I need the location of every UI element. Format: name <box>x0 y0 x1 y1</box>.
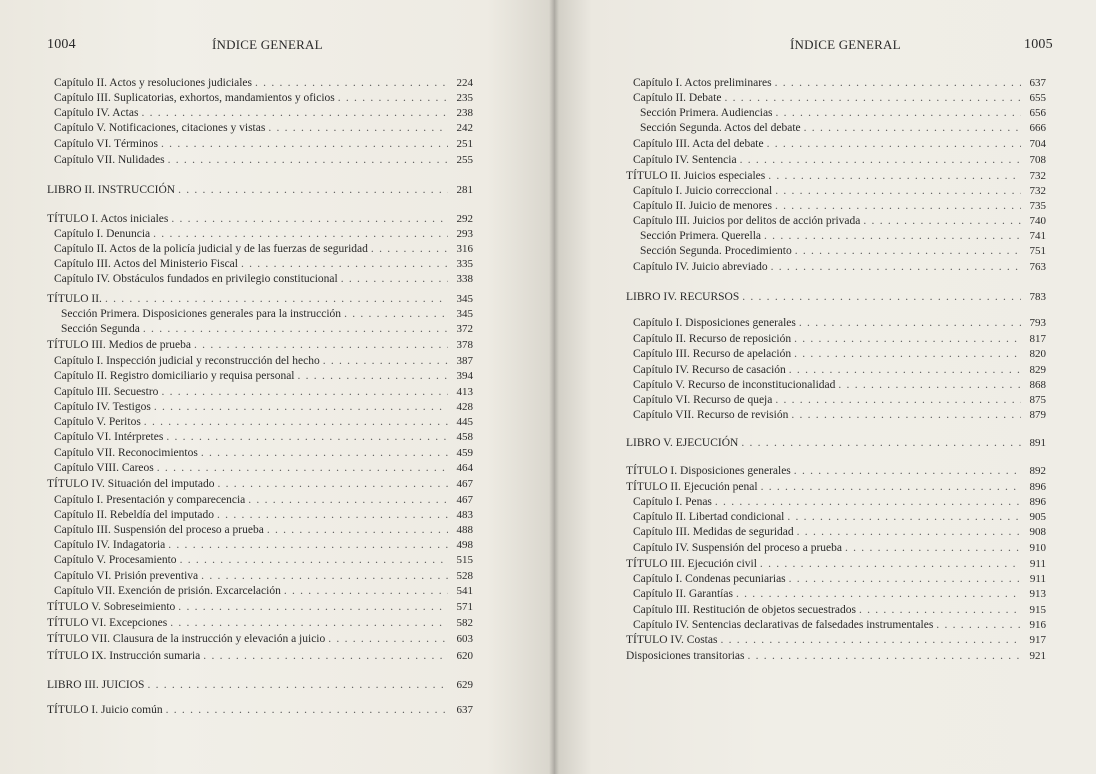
toc-entry-page: 896 <box>1029 496 1046 508</box>
toc-entry <box>633 587 1046 601</box>
toc-entry-label: LIBRO II. INSTRUCCIÓN <box>47 184 176 196</box>
dot-leader <box>154 400 448 414</box>
toc-entry-page: 896 <box>1029 481 1046 493</box>
toc-entry-label: TÍTULO III. Medios de prueba <box>47 339 192 351</box>
toc-entry <box>626 290 1046 304</box>
dot-leader <box>166 430 448 444</box>
toc-entry-page: 751 <box>1029 245 1046 257</box>
toc-entry-page: 345 <box>456 293 473 305</box>
toc-entry <box>633 260 1046 274</box>
toc-entry-page: 428 <box>456 401 473 413</box>
dot-leader <box>161 385 448 399</box>
running-header-left: ÍNDICE GENERAL <box>212 37 323 52</box>
toc-entry <box>47 649 473 663</box>
dot-leader <box>255 76 448 90</box>
toc-entry-label: Capítulo III. Recurso de apelación <box>633 348 792 360</box>
toc-entry <box>626 169 1046 183</box>
toc-entry-label: Capítulo VII. Recurso de revisión <box>633 409 789 421</box>
toc-entry-label: Capítulo III. Actos del Ministerio Fiscal <box>54 258 238 270</box>
toc-entry-page: 515 <box>456 554 473 566</box>
dot-leader <box>166 703 448 717</box>
toc-entry-page: 582 <box>456 617 473 629</box>
book-gutter <box>549 0 559 774</box>
toc-list-right <box>554 0 1096 774</box>
toc-entry-label: LIBRO V. EJECUCIÓN <box>626 437 739 449</box>
toc-entry-page: 571 <box>456 601 473 613</box>
toc-entry <box>54 446 473 460</box>
toc-entry-label: Capítulo VI. Intérpretes <box>54 431 164 443</box>
dot-leader <box>344 307 448 321</box>
toc-entry-page: 916 <box>1029 619 1046 631</box>
toc-entry-page: 879 <box>1029 409 1046 421</box>
toc-entry-page: 868 <box>1029 379 1046 391</box>
toc-entry <box>633 316 1046 330</box>
toc-entry-label: Sección Primera. Querella <box>640 230 762 242</box>
toc-entry <box>54 272 473 286</box>
toc-entry-page: 708 <box>1029 154 1046 166</box>
dot-leader <box>147 678 448 692</box>
toc-entry-label: TÍTULO I. Actos iniciales <box>47 213 169 225</box>
dot-leader <box>180 553 448 567</box>
dot-leader <box>794 464 1021 478</box>
toc-entry-page: 293 <box>456 228 473 240</box>
toc-entry-label: Capítulo IV. Juicio abreviado <box>633 261 768 273</box>
toc-entry <box>633 153 1046 167</box>
dot-leader <box>775 199 1021 213</box>
toc-entry-label: Capítulo V. Notificaciones, citaciones y vistas <box>54 122 266 134</box>
dot-leader <box>168 153 448 167</box>
toc-entry <box>47 600 473 614</box>
toc-entry <box>54 400 473 414</box>
toc-entry <box>640 229 1046 243</box>
toc-entry-label: LIBRO III. JUICIOS <box>47 679 145 691</box>
toc-entry-page: 637 <box>1029 77 1046 89</box>
toc-entry <box>633 393 1046 407</box>
toc-entry-page: 541 <box>456 585 473 597</box>
toc-entry <box>54 584 473 598</box>
dot-leader <box>748 649 1022 663</box>
dot-leader <box>298 369 449 383</box>
toc-entry <box>47 616 473 630</box>
toc-entry-label: TÍTULO IV. Situación del imputado <box>47 478 215 490</box>
toc-entry-label: TÍTULO I. Disposiciones generales <box>626 465 791 477</box>
toc-entry-label: Disposiciones transitorias <box>626 650 745 662</box>
toc-entry <box>47 703 473 717</box>
toc-entry-label: Capítulo III. Juicios por delitos de acción privada <box>633 215 861 227</box>
dot-leader <box>767 137 1021 151</box>
page-number-right: 1005 <box>1024 37 1053 52</box>
dot-leader <box>201 446 448 460</box>
dot-leader <box>775 76 1021 90</box>
dot-leader <box>241 257 448 271</box>
toc-entry <box>626 649 1046 663</box>
toc-entry <box>626 436 1046 450</box>
dot-leader <box>323 354 448 368</box>
toc-entry <box>633 214 1046 228</box>
dot-leader <box>371 242 448 256</box>
toc-entry-page: 620 <box>456 650 473 662</box>
toc-entry-label: Capítulo III. Suplicatorias, exhortos, mandamientos y oficios <box>54 92 335 104</box>
toc-entry <box>54 385 473 399</box>
toc-entry <box>54 257 473 271</box>
dot-leader <box>194 338 448 352</box>
dot-leader <box>771 260 1021 274</box>
toc-entry-page: 255 <box>456 154 473 166</box>
toc-entry <box>633 408 1046 422</box>
toc-entry-label: Capítulo VII. Nulidades <box>54 154 165 166</box>
toc-entry-page: 911 <box>1029 573 1046 585</box>
toc-entry-page: 741 <box>1029 230 1046 242</box>
toc-entry-page: 458 <box>456 431 473 443</box>
toc-entry-page: 735 <box>1029 200 1046 212</box>
toc-entry-label: Capítulo I. Actos preliminares <box>633 77 772 89</box>
dot-leader <box>203 649 448 663</box>
toc-entry-label: Capítulo I. Presentación y comparecencia <box>54 494 246 506</box>
toc-entry-page: 378 <box>456 339 473 351</box>
toc-entry-label: Capítulo I. Denuncia <box>54 228 151 240</box>
toc-entry-label: Capítulo III. Secuestro <box>54 386 159 398</box>
toc-entry-label: Sección Segunda. Procedimiento <box>640 245 792 257</box>
toc-entry-label: TÍTULO II. Ejecución penal <box>626 481 758 493</box>
toc-entry <box>54 153 473 167</box>
toc-entry-label: TÍTULO II. Juicios especiales <box>626 170 766 182</box>
toc-entry-label: TÍTULO V. Sobreseimiento <box>47 601 176 613</box>
toc-entry-page: 281 <box>456 184 473 196</box>
toc-entry-label: Capítulo V. Procesamiento <box>54 554 177 566</box>
toc-entry <box>633 541 1046 555</box>
toc-entry-page: 483 <box>456 509 473 521</box>
toc-entry-page: 905 <box>1029 511 1046 523</box>
toc-entry <box>47 678 473 692</box>
toc-entry <box>54 242 473 256</box>
toc-entry <box>626 633 1046 647</box>
dot-leader <box>760 557 1021 571</box>
toc-entry <box>54 76 473 90</box>
toc-entry <box>633 363 1046 377</box>
toc-entry <box>61 307 473 321</box>
toc-entry <box>640 121 1046 135</box>
dot-leader <box>171 212 448 226</box>
toc-entry-page: 292 <box>456 213 473 225</box>
toc-entry-page: 783 <box>1029 291 1046 303</box>
toc-entry-page: 467 <box>456 494 473 506</box>
toc-entry <box>633 510 1046 524</box>
toc-entry <box>54 227 473 241</box>
dot-leader <box>143 322 448 336</box>
toc-entry-label: Sección Segunda. Actos del debate <box>640 122 801 134</box>
toc-entry <box>54 538 473 552</box>
toc-entry-page: 413 <box>456 386 473 398</box>
dot-leader <box>141 106 448 120</box>
toc-entry <box>640 106 1046 120</box>
toc-entry-page: 915 <box>1029 604 1046 616</box>
toc-entry-page: 891 <box>1029 437 1046 449</box>
dot-leader <box>764 229 1021 243</box>
toc-entry-label: Capítulo II. Libertad condicional <box>633 511 785 523</box>
dot-leader <box>724 91 1021 105</box>
dot-leader <box>804 121 1021 135</box>
dot-leader <box>201 569 448 583</box>
dot-leader <box>742 290 1021 304</box>
toc-entry <box>626 464 1046 478</box>
toc-entry <box>47 212 473 226</box>
toc-entry-label: Sección Segunda <box>61 323 140 335</box>
dot-leader <box>789 363 1021 377</box>
toc-entry-page: 445 <box>456 416 473 428</box>
toc-entry-page: 913 <box>1029 588 1046 600</box>
toc-entry-label: TÍTULO IV. Costas <box>626 634 718 646</box>
toc-entry-label: Capítulo II. Juicio de menores <box>633 200 772 212</box>
toc-entry-page: 910 <box>1029 542 1046 554</box>
toc-entry-label: Capítulo II. Registro domiciliario y requisa personal <box>54 370 295 382</box>
toc-entry-page: 528 <box>456 570 473 582</box>
dot-leader <box>178 600 448 614</box>
toc-entry <box>54 354 473 368</box>
dot-leader <box>863 214 1021 228</box>
dot-leader <box>776 106 1021 120</box>
dot-leader <box>341 272 448 286</box>
toc-entry-label: Capítulo II. Garantías <box>633 588 733 600</box>
toc-entry-page: 704 <box>1029 138 1046 150</box>
toc-entry <box>54 106 473 120</box>
toc-entry-label: Capítulo II. Actos y resoluciones judiciales <box>54 77 253 89</box>
dot-leader <box>768 169 1021 183</box>
toc-entry-page: 603 <box>456 633 473 645</box>
toc-entry-label: Capítulo II. Rebeldía del imputado <box>54 509 215 521</box>
dot-leader <box>267 523 448 537</box>
dot-leader <box>845 541 1021 555</box>
dot-leader <box>248 493 448 507</box>
toc-entry <box>47 632 473 646</box>
dot-leader <box>715 495 1021 509</box>
dot-leader <box>170 616 448 630</box>
dot-leader <box>859 603 1021 617</box>
dot-leader <box>157 461 448 475</box>
toc-entry-page: 464 <box>456 462 473 474</box>
dot-leader <box>217 477 448 491</box>
toc-entry <box>633 378 1046 392</box>
dot-leader <box>791 408 1021 422</box>
toc-entry <box>633 618 1046 632</box>
dot-leader <box>795 244 1021 258</box>
toc-entry-label: Capítulo IV. Sentencia <box>633 154 737 166</box>
toc-entry <box>54 369 473 383</box>
toc-entry-page: 498 <box>456 539 473 551</box>
toc-entry-page: 394 <box>456 370 473 382</box>
toc-entry-page: 467 <box>456 478 473 490</box>
toc-entry-page: 817 <box>1029 333 1046 345</box>
toc-entry <box>633 332 1046 346</box>
toc-entry-page: 242 <box>456 122 473 134</box>
toc-entry-label: Capítulo VII. Reconocimientos <box>54 447 198 459</box>
running-header-right: ÍNDICE GENERAL <box>790 37 901 52</box>
toc-entry-label: Capítulo VI. Términos <box>54 138 159 150</box>
toc-entry-label: Capítulo III. Acta del debate <box>633 138 764 150</box>
toc-entry <box>54 415 473 429</box>
toc-entry-label: Capítulo VI. Prisión preventiva <box>54 570 199 582</box>
toc-entry <box>54 121 473 135</box>
toc-entry-label: TÍTULO VI. Excepciones <box>47 617 168 629</box>
dot-leader <box>787 510 1021 524</box>
dot-leader <box>794 347 1021 361</box>
dot-leader <box>284 584 448 598</box>
toc-entry-page: 875 <box>1029 394 1046 406</box>
toc-entry <box>54 461 473 475</box>
toc-entry <box>54 569 473 583</box>
toc-entry <box>54 493 473 507</box>
dot-leader <box>797 525 1021 539</box>
dot-leader <box>144 415 448 429</box>
toc-entry <box>61 322 473 336</box>
right-page <box>554 0 1096 774</box>
toc-entry-page: 820 <box>1029 348 1046 360</box>
toc-entry-page: 732 <box>1029 170 1046 182</box>
toc-entry-label: Capítulo IV. Actas <box>54 107 139 119</box>
toc-entry <box>54 137 473 151</box>
toc-entry-page: 316 <box>456 243 473 255</box>
toc-entry-label: Sección Primera. Audiencias <box>640 107 773 119</box>
dot-leader <box>775 393 1021 407</box>
toc-entry-label: Capítulo VI. Recurso de queja <box>633 394 773 406</box>
toc-entry <box>633 603 1046 617</box>
toc-entry-label: TÍTULO IX. Instrucción sumaria <box>47 650 201 662</box>
toc-entry <box>633 347 1046 361</box>
toc-entry-label: Capítulo V. Recurso de inconstitucionalidad <box>633 379 836 391</box>
dot-leader <box>338 91 448 105</box>
toc-entry-page: 637 <box>456 704 473 716</box>
toc-entry-label: TÍTULO I. Juicio común <box>47 704 163 716</box>
dot-leader <box>153 227 448 241</box>
toc-entry-page: 732 <box>1029 185 1046 197</box>
toc-entry-label: Capítulo I. Penas <box>633 496 712 508</box>
dot-leader <box>761 480 1021 494</box>
toc-entry-label: Capítulo IV. Sentencias declarativas de falsedades instrumentales <box>633 619 934 631</box>
toc-entry-label: TÍTULO III. Ejecución civil <box>626 558 757 570</box>
toc-entry-page: 345 <box>456 308 473 320</box>
toc-entry-label: Capítulo VII. Exención de prisión. Excarcelación <box>54 585 281 597</box>
toc-entry <box>633 184 1046 198</box>
toc-entry-label: Capítulo I. Disposiciones generales <box>633 317 796 329</box>
toc-entry-label: Capítulo I. Inspección judicial y reconstrucción del hecho <box>54 355 320 367</box>
toc-entry-label: Capítulo VIII. Careos <box>54 462 154 474</box>
toc-entry <box>47 477 473 491</box>
toc-entry-label: Capítulo IV. Recurso de casación <box>633 364 786 376</box>
toc-entry-page: 911 <box>1029 558 1046 570</box>
toc-entry <box>633 572 1046 586</box>
toc-entry-page: 224 <box>456 77 473 89</box>
toc-entry-label: TÍTULO VII. Clausura de la instrucción y elevación a juicio <box>47 633 326 645</box>
toc-entry-label: Capítulo I. Juicio correccional <box>633 185 773 197</box>
toc-entry <box>633 91 1046 105</box>
toc-entry-page: 740 <box>1029 215 1046 227</box>
toc-entry <box>626 480 1046 494</box>
toc-entry-label: Capítulo III. Suspensión del proceso a prueba <box>54 524 264 536</box>
toc-entry-label: Capítulo IV. Suspensión del proceso a prueba <box>633 542 842 554</box>
dot-leader <box>268 121 448 135</box>
toc-entry-page: 763 <box>1029 261 1046 273</box>
dot-leader <box>328 632 448 646</box>
toc-entry-page: 251 <box>456 138 473 150</box>
toc-entry-page: 656 <box>1029 107 1046 119</box>
toc-entry-label: TÍTULO II. <box>47 293 102 305</box>
dot-leader <box>105 292 448 306</box>
toc-entry <box>47 183 473 197</box>
toc-entry <box>54 430 473 444</box>
dot-leader <box>838 378 1021 392</box>
toc-entry-page: 892 <box>1029 465 1046 477</box>
toc-entry-label: Capítulo III. Medidas de seguridad <box>633 526 794 538</box>
toc-entry-page: 335 <box>456 258 473 270</box>
toc-entry-page: 908 <box>1029 526 1046 538</box>
toc-entry-page: 372 <box>456 323 473 335</box>
toc-entry <box>47 292 473 306</box>
toc-entry-page: 235 <box>456 92 473 104</box>
toc-entry <box>54 523 473 537</box>
toc-entry-page: 488 <box>456 524 473 536</box>
dot-leader <box>741 436 1021 450</box>
dot-leader <box>720 633 1021 647</box>
toc-entry-label: Capítulo IV. Obstáculos fundados en privilegio constitucional <box>54 273 338 285</box>
dot-leader <box>799 316 1021 330</box>
page-number-left: 1004 <box>47 37 76 52</box>
toc-entry <box>626 557 1046 571</box>
toc-entry-page: 921 <box>1029 650 1046 662</box>
toc-entry-page: 629 <box>456 679 473 691</box>
toc-entry-page: 917 <box>1029 634 1046 646</box>
toc-entry-label: LIBRO IV. RECURSOS <box>626 291 740 303</box>
dot-leader <box>794 332 1021 346</box>
toc-entry-page: 338 <box>456 273 473 285</box>
toc-entry-label: Capítulo IV. Testigos <box>54 401 151 413</box>
dot-leader <box>775 184 1021 198</box>
toc-entry <box>47 338 473 352</box>
toc-entry-page: 829 <box>1029 364 1046 376</box>
toc-entry <box>633 495 1046 509</box>
toc-entry-page: 793 <box>1029 317 1046 329</box>
toc-entry-label: Capítulo IV. Indagatoria <box>54 539 166 551</box>
dot-leader <box>178 183 448 197</box>
dot-leader <box>161 137 448 151</box>
toc-entry-label: Capítulo II. Debate <box>633 92 722 104</box>
dot-leader <box>168 538 448 552</box>
toc-entry-page: 387 <box>456 355 473 367</box>
dot-leader <box>789 572 1021 586</box>
dot-leader <box>740 153 1021 167</box>
toc-entry-label: Capítulo III. Restitución de objetos secuestrados <box>633 604 856 616</box>
toc-entry <box>633 137 1046 151</box>
toc-entry-page: 655 <box>1029 92 1046 104</box>
toc-entry-label: Capítulo II. Actos de la policía judicial y de las fuerzas de seguridad <box>54 243 368 255</box>
toc-entry <box>54 508 473 522</box>
toc-entry <box>633 525 1046 539</box>
toc-entry <box>54 553 473 567</box>
toc-entry <box>640 244 1046 258</box>
dot-leader <box>217 508 448 522</box>
toc-entry-page: 459 <box>456 447 473 459</box>
toc-entry-label: Capítulo I. Condenas pecuniarias <box>633 573 786 585</box>
toc-entry-page: 666 <box>1029 122 1046 134</box>
toc-entry <box>633 199 1046 213</box>
toc-entry-page: 238 <box>456 107 473 119</box>
toc-entry <box>633 76 1046 90</box>
toc-entry-label: Sección Primera. Disposiciones generales para la instrucción <box>61 308 342 320</box>
toc-entry-label: Capítulo II. Recurso de reposición <box>633 333 792 345</box>
toc-entry <box>54 91 473 105</box>
dot-leader <box>936 618 1021 632</box>
dot-leader <box>736 587 1021 601</box>
toc-entry-label: Capítulo V. Peritos <box>54 416 141 428</box>
